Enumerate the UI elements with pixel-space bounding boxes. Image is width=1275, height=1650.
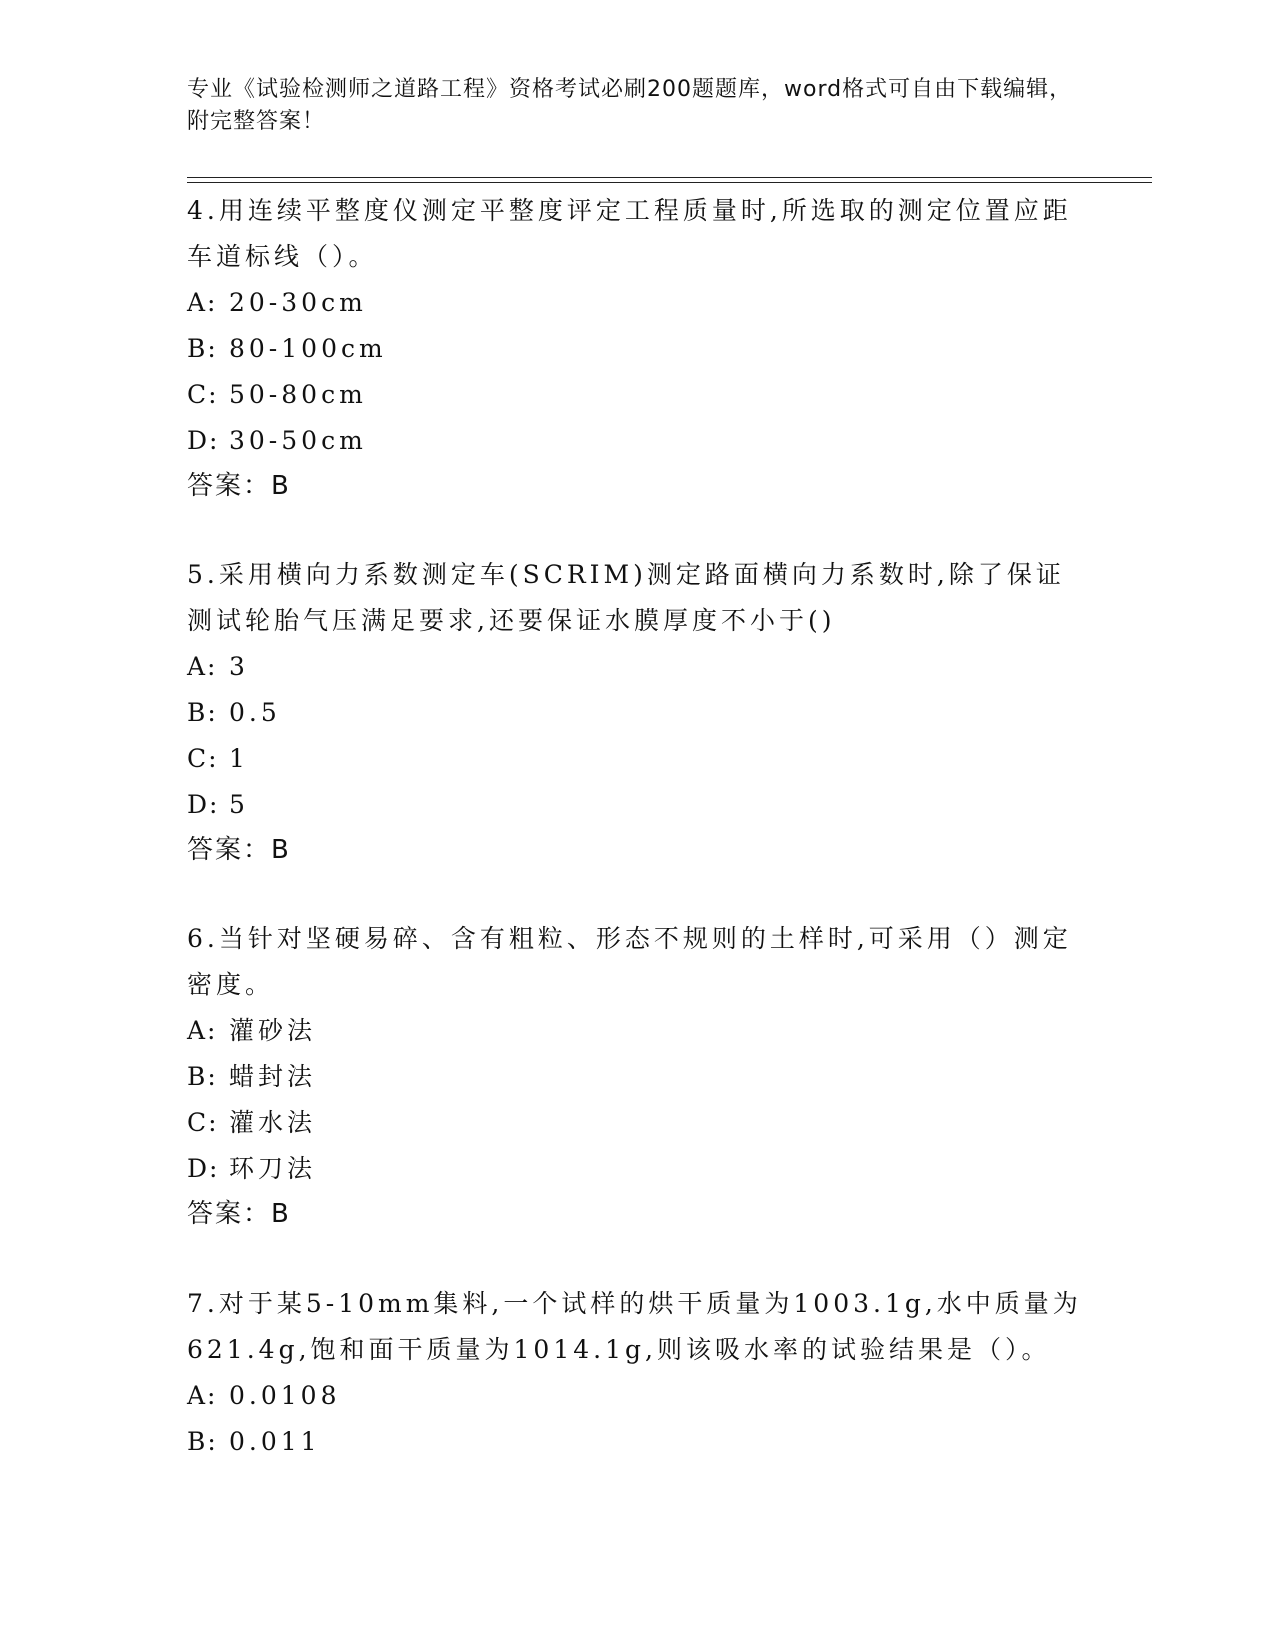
option-text: 灌水法 (229, 1108, 317, 1137)
answer-line: 答案：B (187, 1199, 291, 1229)
option-key: D: (187, 1154, 220, 1183)
header-divider-top (187, 177, 1152, 178)
option-text: 50-80cm (229, 380, 367, 409)
question-5 (187, 552, 1087, 872)
option-text: 0.5 (229, 698, 281, 727)
option-c (187, 736, 1087, 782)
option-a (187, 280, 1087, 326)
option-text: 灌砂法 (229, 1016, 317, 1045)
option-key: D: (187, 790, 220, 819)
question-stem: 7.对于某5-10mm集料,一个试样的烘干质量为1003.1g,水中质量为621.4g,饱和面干质量为1014.1g,则该吸水率的试验结果是（）。 (187, 1289, 1082, 1364)
option-key: A: (187, 1381, 218, 1410)
question-stem: 6.当针对坚硬易碎、含有粗粒、形态不规则的土样时,可采用（）测定密度。 (187, 924, 1072, 999)
option-a (187, 1373, 1087, 1419)
option-key: C: (187, 744, 219, 773)
option-key: B: (187, 1062, 218, 1091)
option-text: 80-100cm (229, 334, 387, 363)
option-text: 蜡封法 (229, 1062, 317, 1091)
option-b (187, 690, 1087, 736)
option-b (187, 1419, 1087, 1465)
option-text: 1 (229, 744, 249, 773)
document-header (187, 74, 1087, 138)
option-a (187, 1008, 1087, 1054)
option-key: B: (187, 334, 218, 363)
option-d (187, 1146, 1087, 1192)
option-key: C: (187, 1108, 219, 1137)
question-6 (187, 916, 1087, 1236)
header-divider-bottom (187, 182, 1152, 183)
option-key: B: (187, 698, 218, 727)
question-7 (187, 1281, 1087, 1465)
option-text: 30-50cm (229, 426, 367, 455)
option-text: 5 (229, 790, 249, 819)
option-text: 环刀法 (229, 1154, 317, 1183)
option-c (187, 1100, 1087, 1146)
question-stem: 4.用连续平整度仪测定平整度评定工程质量时,所选取的测定位置应距车道标线（）。 (187, 196, 1072, 271)
option-text: 20-30cm (229, 288, 367, 317)
question-stem: 5.采用横向力系数测定车(SCRIM)测定路面横向力系数时,除了保证测试轮胎气压满足要求,还要保证水膜厚度不小于() (187, 560, 1065, 635)
option-key: A: (187, 288, 218, 317)
option-a (187, 644, 1087, 690)
option-key: B: (187, 1427, 218, 1456)
option-b (187, 1054, 1087, 1100)
answer-line: 答案：B (187, 471, 291, 501)
answer-line: 答案：B (187, 835, 291, 865)
option-d (187, 782, 1087, 828)
header-intro-text: 专业《试验检测师之道路工程》资格考试必刷200题题库，word格式可自由下载编辑，附完整答案！ (187, 77, 1073, 134)
option-key: A: (187, 1016, 218, 1045)
option-c (187, 372, 1087, 418)
option-b (187, 326, 1087, 372)
option-key: C: (187, 380, 219, 409)
option-text: 0.0108 (229, 1381, 341, 1410)
option-key: D: (187, 426, 220, 455)
option-text: 3 (229, 652, 249, 681)
option-key: A: (187, 652, 218, 681)
question-4 (187, 188, 1087, 508)
option-text: 0.011 (229, 1427, 321, 1456)
option-d (187, 418, 1087, 464)
